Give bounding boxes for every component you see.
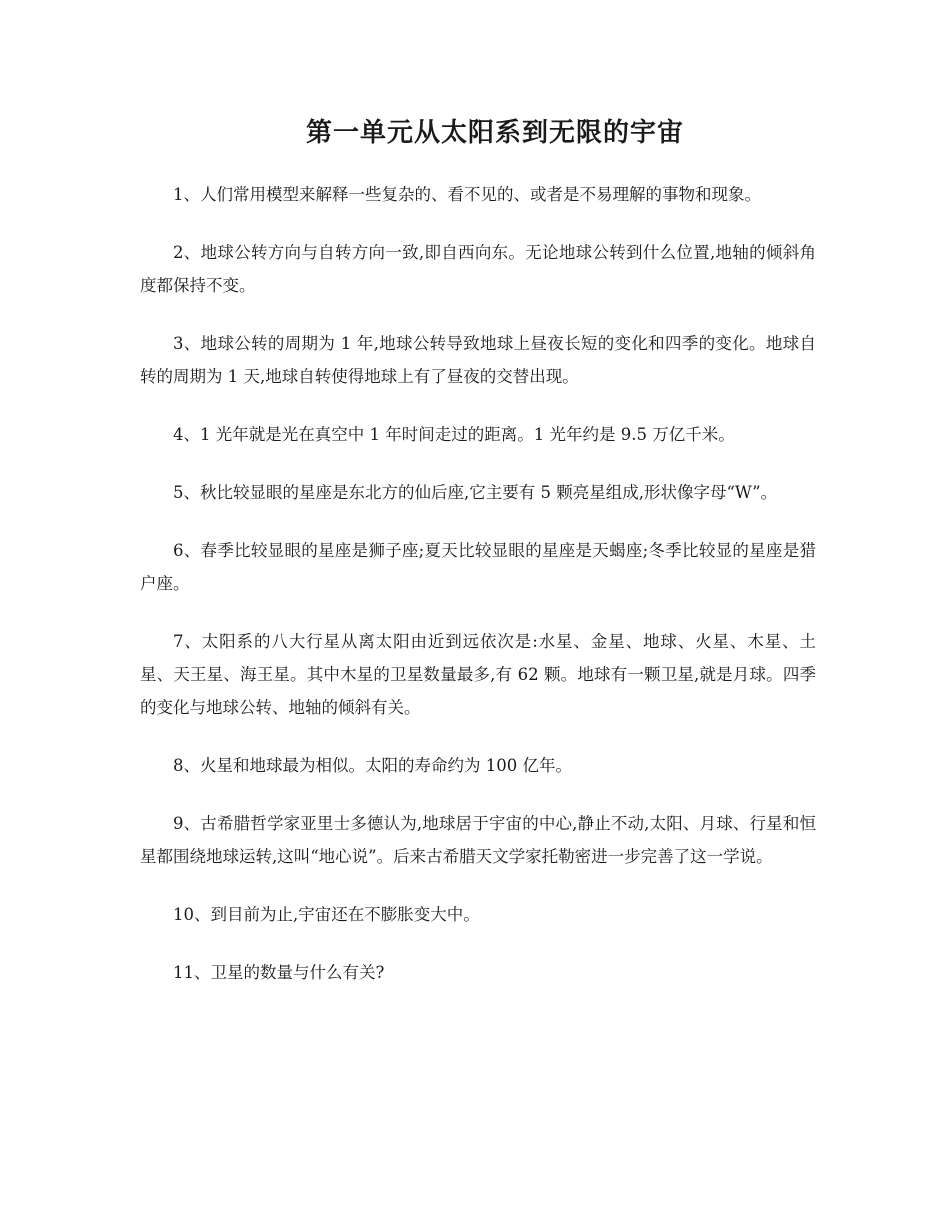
paragraph-8: 8、火星和地球最为相似。太阳的寿命约为 100 亿年。 xyxy=(173,756,572,775)
paragraph-6: 6、春季比较显眼的星座是狮子座;夏天比较显眼的星座是天蝎座;冬季比较显的星座是猎户座。 xyxy=(140,541,816,593)
paragraph-2: 2、地球公转方向与自转方向一致,即自西向东。无论地球公转到什么位置,地轴的倾斜角度都保持不变。 xyxy=(140,243,816,295)
paragraph-7: 7、太阳系的八大行星从离太阳由近到远依次是:水星、金星、地球、火星、木星、土星、天王星、海王星。其中木星的卫星数量最多,有 62 颗。地球有一颗卫星,就是月球。四季的变化与地球公转、地轴的倾斜有关。 xyxy=(140,632,816,717)
paragraph-1: 1、人们常用模型来解释一些复杂的、看不见的、或者是不易理解的事物和现象。 xyxy=(173,185,761,204)
paragraph-4: 4、1 光年就是光在真空中 1 年时间走过的距离。1 光年约是 9.5 万亿千米。 xyxy=(173,425,735,444)
document-body xyxy=(140,178,816,1014)
paragraph-3: 3、地球公转的周期为 1 年,地球公转导致地球上昼夜长短的变化和四季的变化。地球自转的周期为 1 天,地球自转使得地球上有了昼夜的交替出现。 xyxy=(140,334,816,386)
page-title: 第一单元从太阳系到无限的宇宙 xyxy=(305,118,684,148)
paragraph-5: 5、秋比较显眼的星座是东北方的仙后座,它主要有 5 颗亮星组成,形状像字母“W”。 xyxy=(173,483,778,502)
paragraph-11: 11、卫星的数量与什么有关? xyxy=(173,963,385,982)
paragraph-10: 10、到目前为止,宇宙还在不膨胀变大中。 xyxy=(173,905,480,924)
paragraph-9: 9、古希腊哲学家亚里士多德认为,地球居于宇宙的中心,静止不动,太阳、月球、行星和恒星都围绕地球运转,这叫“地心说”。后来古希腊天文学家托勒密进一步完善了这一学说。 xyxy=(140,814,816,866)
